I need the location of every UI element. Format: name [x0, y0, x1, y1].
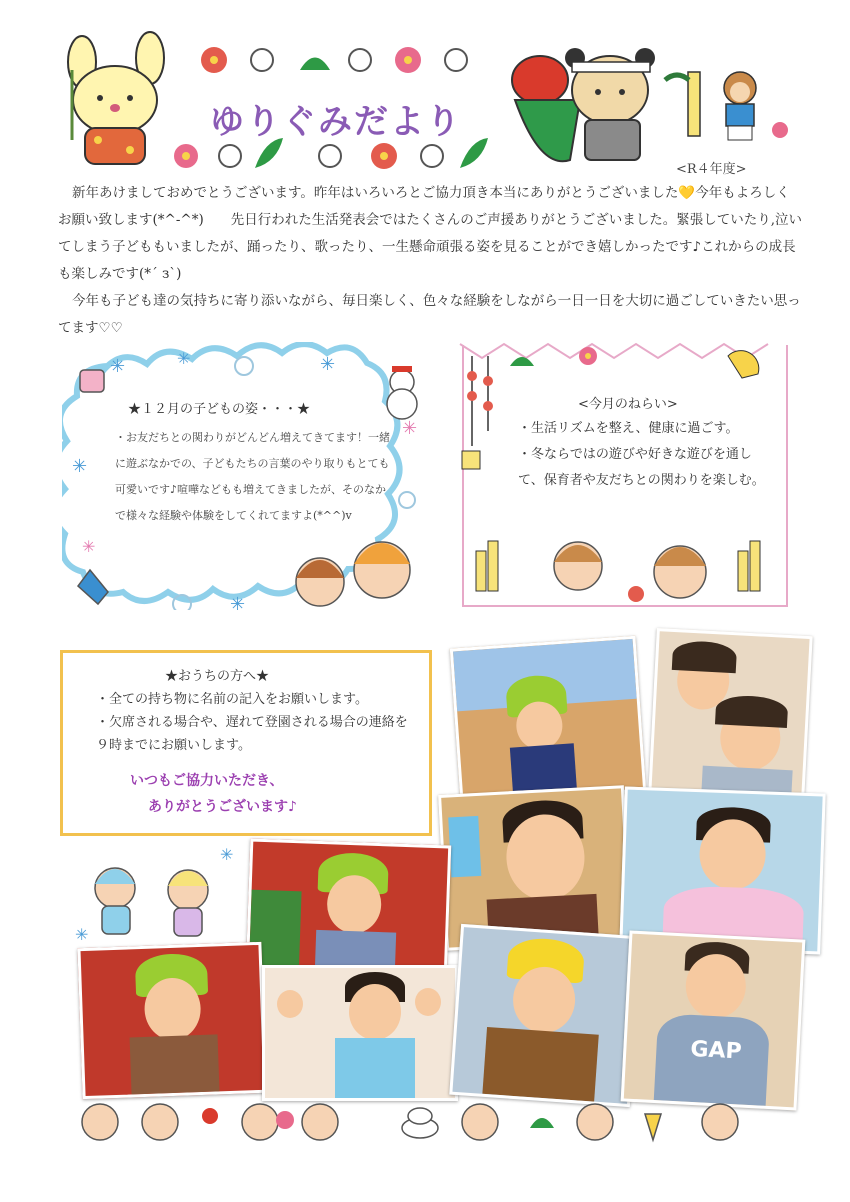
monthly-aims-body [518, 416, 773, 494]
svg-text:✳: ✳ [72, 456, 88, 477]
home-thanks [130, 768, 297, 820]
plum-flower-row [201, 47, 467, 73]
kids-status-title: ★１２月の子どもの姿・・・★ [128, 402, 311, 417]
home-thanks-line-1: いつもご協力いただき、 [130, 773, 284, 789]
newsletter-title: ゆりぐみだより [210, 102, 462, 142]
kids-status-body: ・お友だちとの関わりがどんどん増えてきてます！一緒に遊ぶなかでの、子どもたちの言葉のやり取りもとても可愛いです♪喧嘩などもも増えてきましたが、そのなかで様々な経験や体験をしてくれてますよ(*^^)v [115, 431, 390, 522]
monthly-aim-2: ・冬ならではの遊びや好きな遊びを通して、保育者や友だちとの関わりを楽しむ。 [518, 447, 765, 488]
svg-text:✳: ✳ [402, 418, 418, 439]
home-notice-items [96, 688, 416, 757]
svg-text:✳: ✳ [177, 349, 191, 368]
fiscal-year-label: <R４年度> [676, 162, 747, 177]
monkey-kadomatsu-illustration [665, 72, 788, 140]
greeting-paragraph-1: 新年あけましておめでとうございます。昨年はいろいろとご協力頂き本当にありがとうございました💛今年もよろしくお願い致します(*^-^*) 先日行われた生活発表会ではたくさんのご声援ありがとうございました。緊張していたり,泣いてしまう子どももいましたが、踊ったり、歌ったり、一生懸命頑張る姿を見ることができ嬉しかったです♪これからの成長も楽しみです(*´ з`) [58, 185, 803, 282]
header-decorations [0, 0, 850, 180]
photo-group-costumes [262, 965, 458, 1101]
svg-text:✳: ✳ [75, 925, 89, 944]
home-thanks-line-2: ありがとうございます♪ [148, 799, 297, 815]
snow-fairies-illustration [70, 840, 250, 950]
photo-child-costume [619, 787, 825, 955]
photo-child-yellow-hat-waving [449, 924, 641, 1107]
svg-text:✳: ✳ [220, 845, 234, 864]
footer-face-row [80, 1094, 780, 1154]
photo-child-green-hat-red [77, 942, 266, 1099]
photo-child-green-hat-playground [246, 839, 452, 980]
svg-text:✳: ✳ [110, 356, 126, 377]
home-notice-title: ★おうちの方へ★ [165, 669, 270, 684]
gap-shirt-text: GAP [689, 1036, 743, 1065]
svg-text:✳: ✳ [230, 594, 246, 610]
bear-lion-dance-illustration [512, 48, 655, 161]
svg-text:✳: ✳ [82, 537, 96, 556]
greeting-paragraph-2: 今年も子ども達の気持ちに寄り添いながら、毎日楽しく、色々な経験をしながら一日一日を大切に過ごしていきたい思ってます♡♡ [58, 293, 801, 336]
monthly-aim-1: ・生活リズムを整え、健康に過ごす。 [518, 421, 739, 436]
monthly-aims-title: <今月のねらい> [578, 397, 678, 412]
rabbit-kimono-illustration [68, 32, 164, 164]
photo-child-gap-hoodie [621, 931, 806, 1111]
greeting-text [58, 180, 803, 342]
home-notice-item-1: ・全ての持ち物に名前の記入をお願いします。 [96, 692, 368, 707]
photo-child-yellow-hat [450, 636, 646, 805]
svg-text:✳: ✳ [320, 354, 336, 375]
home-notice-item-2: ・欠席される場合や、遅れて登園される場合の連絡を９時までにお願いします。 [96, 715, 408, 753]
